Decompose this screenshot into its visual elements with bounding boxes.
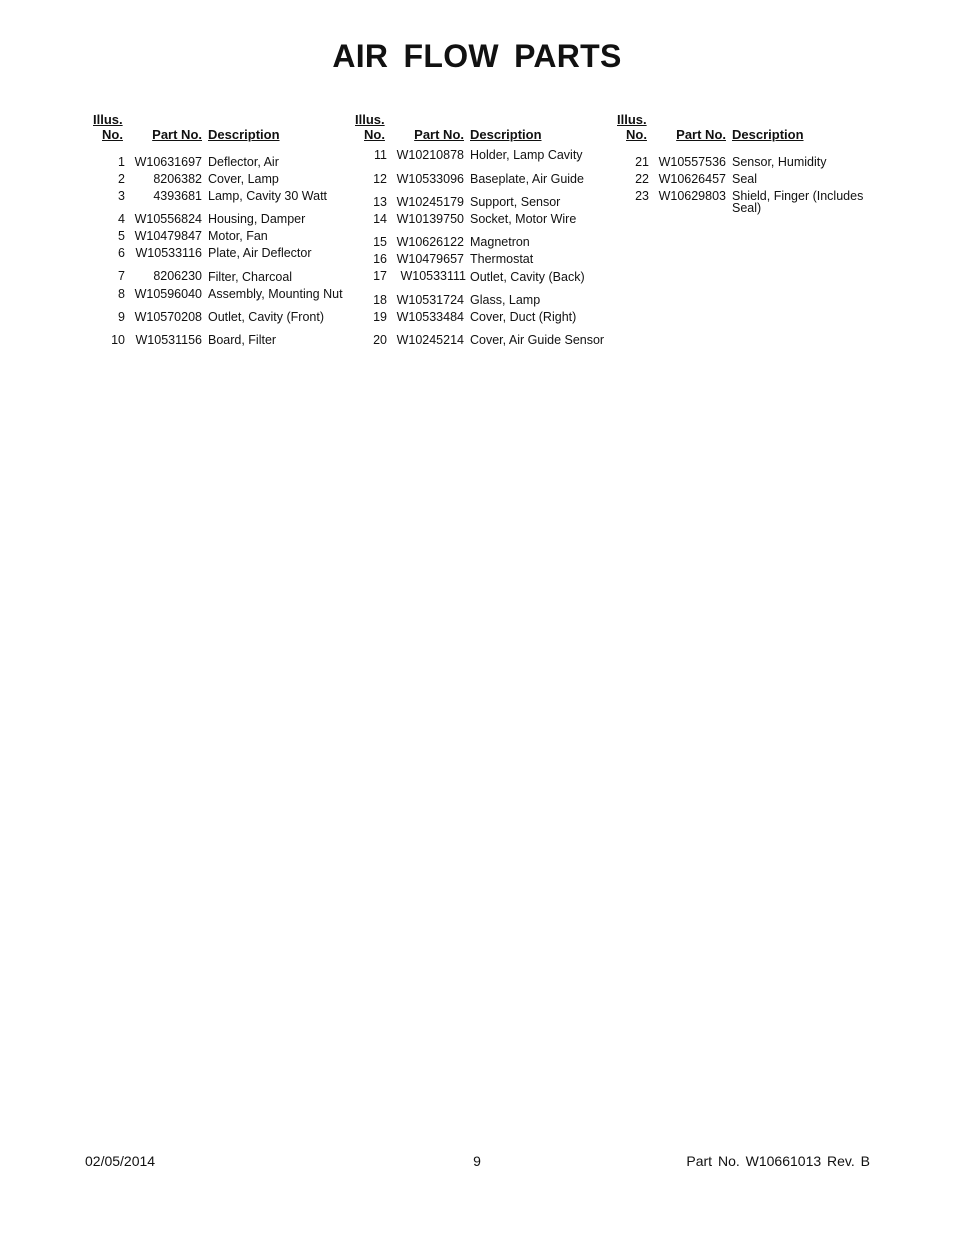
part-description: Cover, Lamp xyxy=(208,172,279,186)
illus-number: 23 xyxy=(635,189,649,203)
illus-number: 8 xyxy=(118,287,125,301)
part-number: W10139750 xyxy=(396,212,464,226)
illus-number: 2 xyxy=(118,172,125,186)
header-illus: Illus. xyxy=(355,112,385,127)
part-description: Sensor, Humidity xyxy=(732,155,827,169)
illus-number: 7 xyxy=(118,269,125,283)
page-title: AIR FLOW PARTS xyxy=(332,38,622,74)
part-number: W10557536 xyxy=(658,155,726,169)
part-description: Board, Filter xyxy=(208,333,277,347)
part-description: Glass, Lamp xyxy=(470,293,541,307)
illus-number: 20 xyxy=(373,333,387,347)
illus-number: 12 xyxy=(373,172,387,186)
header-no: No. xyxy=(102,127,123,142)
part-description: Motor, Fan xyxy=(208,229,268,243)
part-number: W10245179 xyxy=(396,195,464,209)
part-number: W10533096 xyxy=(396,172,464,186)
part-number: W10479847 xyxy=(134,229,202,243)
header-no: No. xyxy=(626,127,647,142)
illus-number: 19 xyxy=(373,310,387,324)
illus-number: 4 xyxy=(118,212,125,226)
illus-number: 10 xyxy=(111,333,125,347)
part-description: Lamp, Cavity 30 Watt xyxy=(208,189,328,203)
part-number: W10631697 xyxy=(134,155,202,169)
header-no: No. xyxy=(364,127,385,142)
header-part-no: Part No. xyxy=(414,127,464,142)
header-part-no: Part No. xyxy=(152,127,202,142)
part-description: Cover, Air Guide Sensor xyxy=(470,333,605,347)
part-description: Seal xyxy=(732,172,758,186)
header-description: Description xyxy=(732,127,804,142)
part-description: Deflector, Air xyxy=(208,155,279,169)
part-number: W10531724 xyxy=(396,293,464,307)
part-description: Filter, Charcoal xyxy=(208,270,293,284)
part-description: Support, Sensor xyxy=(470,195,561,209)
part-number: W10533116 xyxy=(135,246,202,260)
part-description: Magnetron xyxy=(470,235,530,249)
illus-number: 9 xyxy=(118,310,125,324)
header-part-no: Part No. xyxy=(676,127,726,142)
part-number: W10629803 xyxy=(658,189,726,203)
part-description: Cover, Duct (Right) xyxy=(470,310,577,324)
part-description: Socket, Motor Wire xyxy=(470,212,577,226)
part-description: Thermostat xyxy=(470,252,534,266)
part-description: Shield, Finger (Includes Seal) xyxy=(732,189,864,215)
illus-number: 14 xyxy=(373,212,387,226)
illus-number: 13 xyxy=(373,195,387,209)
part-number: W10479657 xyxy=(396,252,464,266)
part-number: 8206230 xyxy=(153,269,202,283)
header-illus: Illus. xyxy=(617,112,647,127)
illus-number: 17 xyxy=(373,269,387,283)
header-description: Description xyxy=(470,127,542,142)
part-number: W10626122 xyxy=(396,235,464,249)
illus-number: 21 xyxy=(635,155,649,169)
part-number: W10556824 xyxy=(134,212,202,226)
illus-number: 18 xyxy=(373,293,387,307)
header-illus: Illus. xyxy=(93,112,123,127)
part-number: W10626457 xyxy=(658,172,726,186)
part-description: Holder, Lamp Cavity xyxy=(470,148,583,162)
part-number: W10596040 xyxy=(134,287,202,301)
illus-number: 3 xyxy=(118,189,125,203)
illus-number: 6 xyxy=(118,246,125,260)
illus-number: 11 xyxy=(374,148,387,162)
footer-date: 02/05/2014 xyxy=(85,1153,156,1169)
footer-part-number: Part No. W10661013 Rev. B xyxy=(686,1153,870,1169)
part-description: Baseplate, Air Guide xyxy=(470,172,584,186)
illus-number: 5 xyxy=(118,229,125,243)
illus-number: 16 xyxy=(373,252,387,266)
part-description: Outlet, Cavity (Front) xyxy=(208,310,324,324)
part-number: W10533111 xyxy=(400,269,466,283)
part-description: Outlet, Cavity (Back) xyxy=(470,270,585,284)
part-number: W10533484 xyxy=(396,310,464,324)
part-description: Assembly, Mounting Nut xyxy=(208,287,343,301)
illus-number: 15 xyxy=(373,235,387,249)
header-description: Description xyxy=(208,127,280,142)
part-description: Housing, Damper xyxy=(208,212,306,226)
part-description: Plate, Air Deflector xyxy=(208,246,312,260)
part-number: 4393681 xyxy=(153,189,202,203)
footer-page-number: 9 xyxy=(473,1153,481,1169)
part-number: W10531156 xyxy=(135,333,202,347)
part-number: W10210878 xyxy=(396,148,464,162)
part-number: W10570208 xyxy=(134,310,202,324)
illus-number: 1 xyxy=(118,155,125,169)
illus-number: 22 xyxy=(635,172,649,186)
part-number: 8206382 xyxy=(153,172,202,186)
part-number: W10245214 xyxy=(396,333,464,347)
